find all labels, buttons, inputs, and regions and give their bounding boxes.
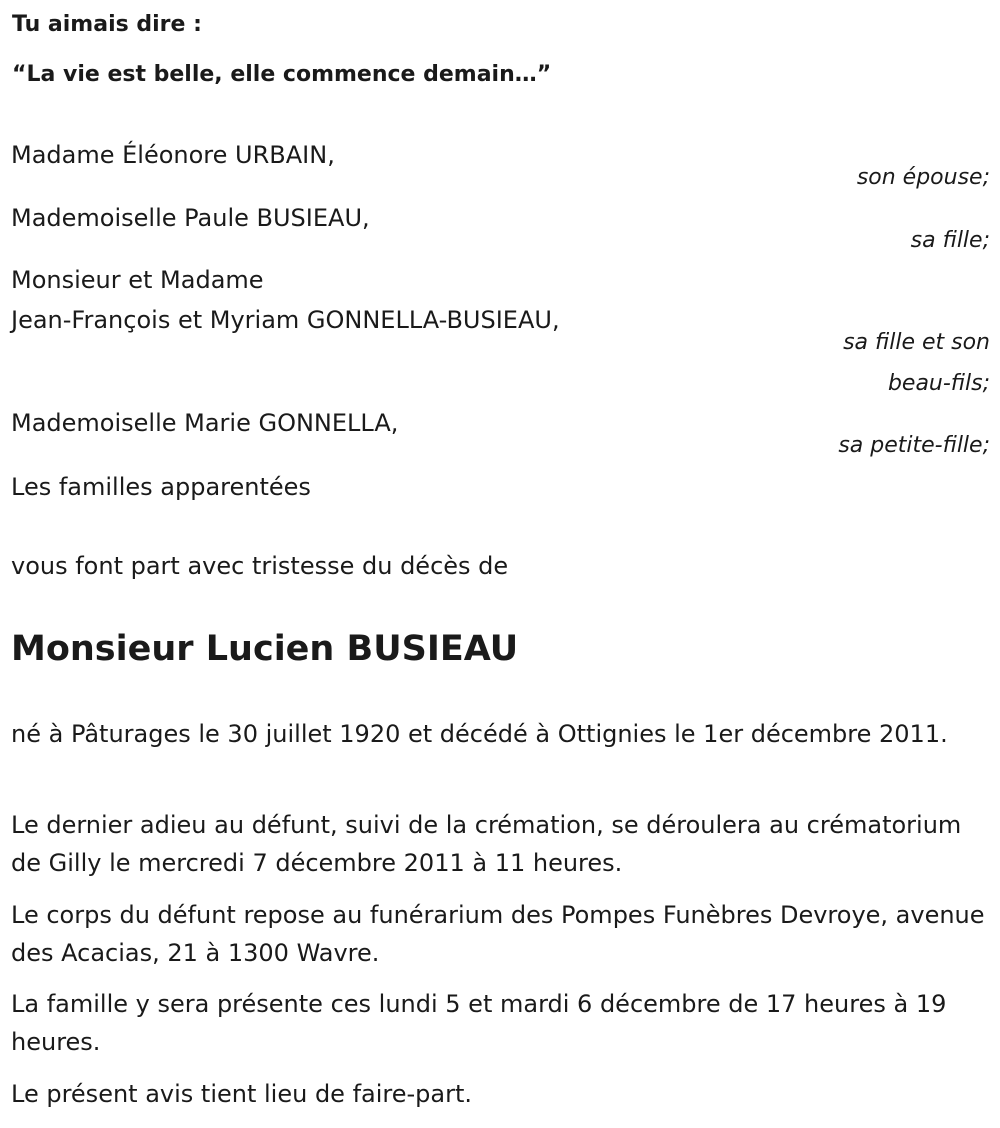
family-member-relation: sa fille et son bbox=[843, 330, 990, 355]
deceased-name: Monsieur Lucien BUSIEAU bbox=[11, 629, 519, 669]
visitation-paragraph: La famille y sera présente ces lundi 5 et mardi 6 décembre de 17 heures à 19 heures. bbox=[11, 990, 947, 1056]
family-member-name: Mademoiselle Marie GONNELLA, bbox=[11, 409, 399, 437]
family-member-relation: sa petite-fille; bbox=[838, 433, 990, 458]
family-member-name: Monsieur et Madame bbox=[11, 266, 264, 294]
family-member-name: Jean-François et Myriam GONNELLA-BUSIEAU, bbox=[11, 306, 560, 334]
closing-paragraph: Le présent avis tient lieu de faire-part. bbox=[11, 1080, 473, 1108]
announcement-text: vous font part avec tristesse du décès de bbox=[11, 552, 509, 580]
quote-text: “La vie est belle, elle commence demain…” bbox=[12, 62, 552, 87]
birth-death-paragraph: né à Pâturages le 30 juillet 1920 et décédé à Ottignies le 1er décembre 2011. bbox=[11, 720, 948, 748]
related-families: Les familles apparentées bbox=[11, 473, 311, 501]
ceremony-paragraph: Le dernier adieu au défunt, suivi de la crémation, se déroulera au crématorium de Gilly le mercredi 7 décembre 2011 à 11 heures. bbox=[11, 811, 962, 877]
quote-intro: Tu aimais dire : bbox=[12, 12, 202, 37]
family-member-relation: son épouse; bbox=[856, 165, 990, 190]
funeral-home-paragraph: Le corps du défunt repose au funérarium des Pompes Funèbres Devroye, avenue des Acacias, 21 à 1300 Wavre. bbox=[11, 901, 985, 967]
family-member-relation: beau-fils; bbox=[887, 371, 990, 396]
family-member-name: Madame Éléonore URBAIN, bbox=[11, 141, 335, 169]
family-member-relation: sa fille; bbox=[910, 228, 990, 253]
family-member-name: Mademoiselle Paule BUSIEAU, bbox=[11, 204, 370, 232]
